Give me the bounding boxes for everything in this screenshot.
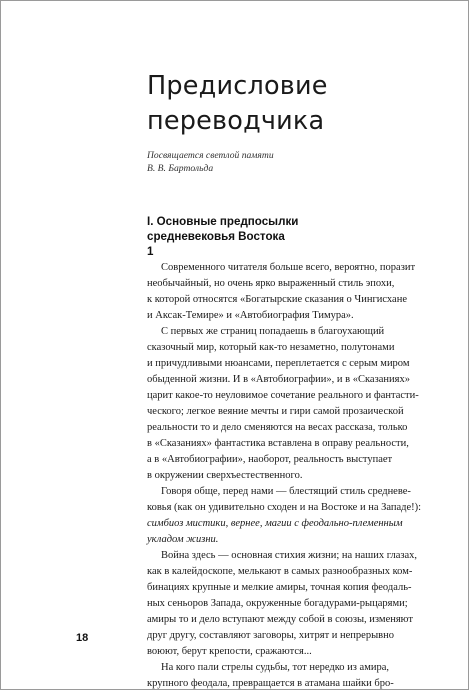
- body-text-line: симбиоз мистики, вернее, магии с феодально-племенным: [147, 518, 403, 529]
- chapter-title-line-1: Предисловие: [147, 71, 328, 101]
- body-text-line: и причудливыми нюансами, переплетается с серым миром: [147, 358, 410, 369]
- chapter-title: [147, 69, 447, 139]
- body-text-line: укладом жизни.: [147, 534, 219, 545]
- section-heading: [147, 214, 427, 259]
- dedication-line-1: Посвящается светлой памяти: [147, 150, 274, 161]
- body-text-line: царит какое-то неуловимое сочетание реального и фантасти-: [147, 390, 419, 401]
- body-text-line: Говоря обще, перед нами — блестящий стиль средневе-: [161, 486, 411, 497]
- section-heading-line-1: I. Основные предпосылки: [147, 215, 299, 228]
- chapter-title-line-2: переводчика: [147, 106, 325, 136]
- body-text-line: ковья (как он удивительно сходен и на Востоке и на Западе!):: [147, 502, 422, 513]
- body-text-line: бинациях крупные и мелкие амиры, точная копия феодаль-: [147, 582, 412, 593]
- body-text-line: воюют, берут крепости, сражаются...: [147, 646, 312, 657]
- section-heading-line-2: средневековья Востока: [147, 230, 285, 243]
- body-text-line: к которой относятся «Богатырские сказания о Чингисхане: [147, 294, 407, 305]
- dedication-line-2: В. В. Бартольда: [147, 163, 214, 174]
- body-text-line: а в «Автобиографии», наоборот, реальность выступает: [147, 454, 393, 465]
- body-text-line: в окружении сверхъестественного.: [147, 470, 303, 481]
- body-text-line: Война здесь — основная стихия жизни; на наших глазах,: [161, 550, 418, 561]
- body-text-line: амиры то и дело вступают между собой в союзы, изменяют: [147, 614, 413, 625]
- page-number: 18: [76, 632, 89, 644]
- body-text-line: сказочный мир, который как-то незаметно, полутонами: [147, 342, 395, 353]
- body-text-line: Современного читателя больше всего, вероятно, поразит: [161, 262, 416, 273]
- body-text-line: и Аксак-Темире» и «Автобиография Тимура».: [147, 310, 354, 321]
- body-text-line: реальности то и дело сменяются на весах рассказа, только: [147, 422, 408, 433]
- body-text: [147, 260, 422, 690]
- body-text-line: друг другу, составляют заговоры, хитрят и непрерывно: [147, 630, 394, 641]
- body-text-line: необычайный, но очень ярко выраженный стиль эпохи,: [147, 278, 395, 289]
- dedication-epigraph: [147, 149, 427, 175]
- body-text-line: ческого; легкое веяние мечты и гири самой прозаической: [147, 406, 404, 417]
- body-text-line: в «Сказаниях» фантастика вставлена в оправу реальности,: [147, 438, 409, 449]
- body-text-line: С первых же страниц попадаешь в благоухающий: [161, 326, 385, 337]
- body-text-line: ных сеньоров Запада, окруженные богадурами-рыцарями;: [147, 598, 408, 609]
- body-text-line: обыденной жизни. И в «Автобиографии», и в «Сказаниях»: [147, 374, 410, 385]
- subsection-number: 1: [147, 245, 154, 258]
- body-text-line: крупного феодала, превращается в атамана шайки бро-: [147, 678, 394, 689]
- body-text-line: На кого пали стрелы судьбы, тот нередко из амира,: [161, 662, 390, 673]
- body-text-line: как в калейдоскопе, мелькают в самых разнообразных ком-: [147, 566, 413, 577]
